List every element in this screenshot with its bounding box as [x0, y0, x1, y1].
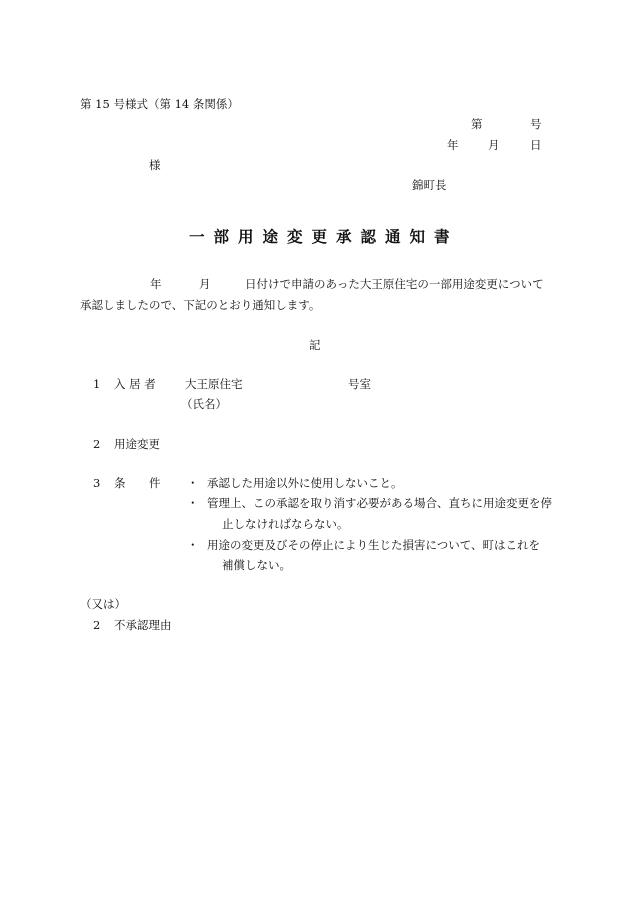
condition-2-line2: 止しなければならない。: [222, 517, 349, 531]
alt-number: 2: [93, 618, 101, 632]
item1-room: 号室: [348, 377, 371, 391]
body-line1: 日付けで申請のあった大王原住宅の一部用途変更について: [245, 277, 544, 291]
condition-bullet: ・: [187, 538, 199, 552]
condition-2-line1: 管理上、この承認を取り消す必要がある場合、直ちに用途変更を停: [207, 496, 552, 510]
date-month: 月: [488, 138, 500, 152]
item1-housing: 大王原住宅: [185, 377, 243, 391]
item3-label-a: 条: [114, 476, 126, 490]
item1-number: 1: [93, 377, 101, 391]
alt-text: 不承認理由: [114, 618, 172, 632]
form-number: 第 15 号様式（第 14 条関係）: [80, 97, 239, 111]
item3-number: 3: [93, 476, 101, 490]
sender: 錦町長: [412, 178, 447, 192]
alt-label: （又は）: [80, 597, 126, 611]
condition-3-line2: 補償しない。: [222, 558, 291, 572]
ki-heading: 記: [309, 338, 321, 352]
item3-label-b: 件: [149, 476, 161, 490]
condition-bullet: ・: [187, 476, 199, 490]
condition-1-line1: 承認した用途以外に使用しないこと。: [207, 476, 403, 490]
body-line2: 承認しましたので、下記のとおり通知します。: [80, 298, 321, 312]
condition-bullet: ・: [187, 496, 199, 510]
date-year: 年: [447, 138, 459, 152]
body-month: 月: [199, 277, 211, 291]
date-day: 日: [530, 138, 542, 152]
number-suffix: 号: [530, 117, 542, 131]
item2-number: 2: [93, 437, 101, 451]
item2-label: 用途変更: [114, 437, 160, 451]
body-year: 年: [150, 277, 162, 291]
document-title: 一部用途変更承認通知書: [189, 227, 459, 246]
item1-name-note: （氏名）: [181, 397, 227, 411]
item1-label: 入 居 者: [114, 377, 156, 391]
addressee-suffix: 様: [149, 158, 161, 172]
number-prefix: 第: [471, 117, 483, 131]
condition-3-line1: 用途の変更及びその停止により生じた損害について、町はこれを: [207, 538, 541, 552]
